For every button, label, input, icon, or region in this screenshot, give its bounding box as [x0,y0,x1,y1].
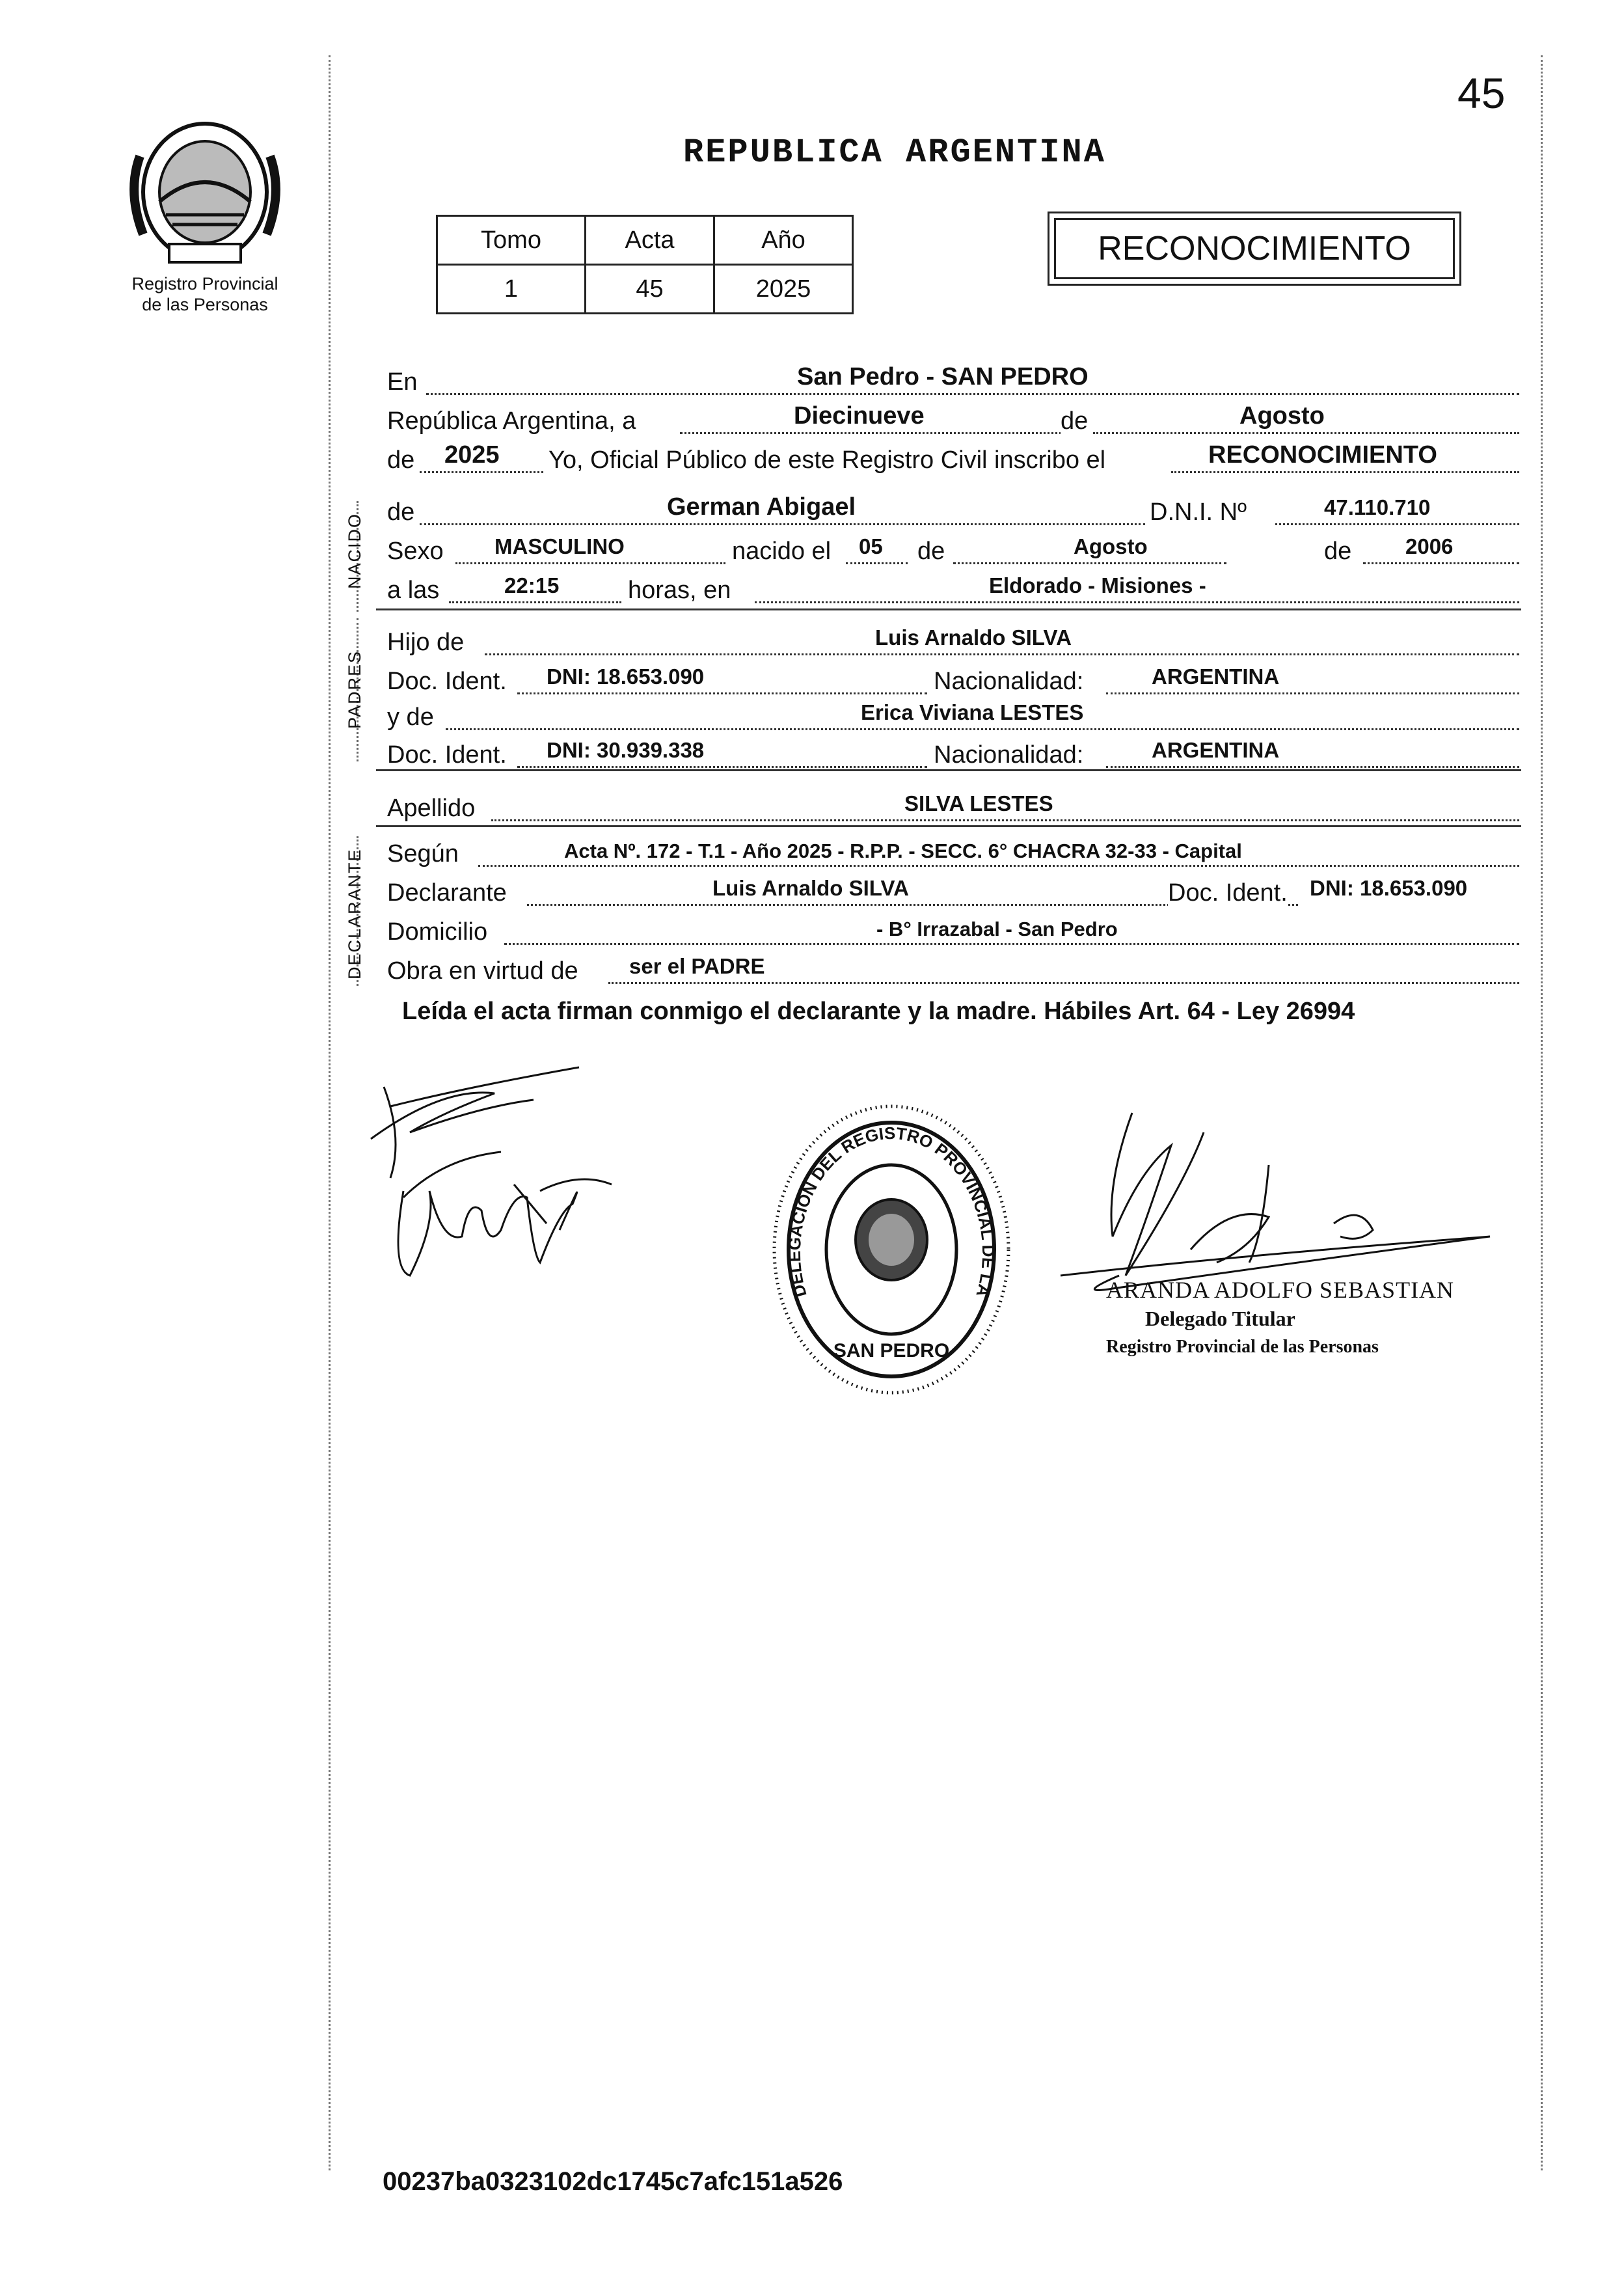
value-obra: ser el PADRE [629,954,765,978]
official-caption [1106,1276,1454,1361]
label-doc-ident: Doc. Ident. [387,668,507,695]
header-tomo: Tomo [437,216,586,265]
label-republic: República Argentina, a [387,407,636,435]
section-rule [376,769,1521,771]
dotted-line [517,766,927,768]
official-stamp [761,1084,1015,1399]
row-apellido [387,787,1519,825]
label-sexo: Sexo [387,538,444,565]
section-rule [376,608,1521,610]
page-number: 45 [1457,69,1506,117]
dotted-line [1171,471,1519,473]
dotted-line [491,819,1519,821]
value-mother: Erica Viviana LESTES [861,700,1084,724]
dotted-line [504,943,1519,945]
value-mother-doc: DNI: 30.939.338 [547,738,705,762]
label-a-las: a las [387,577,440,604]
dotted-line [608,982,1519,984]
value-sexo: MASCULINO [494,534,625,558]
label-horas-en: horas, en [628,577,731,604]
side-label-declarante: DECLARANTE [345,848,364,979]
row-domicilio [387,911,1519,949]
row-place [387,361,1519,399]
value-mother-nationality: ARGENTINA [1152,738,1280,762]
value-birth-day: 05 [859,534,883,558]
act-type-box: RECONOCIMIENTO [1054,218,1455,279]
dotted-line [1093,432,1519,434]
value-birth-time: 22:15 [504,573,560,597]
row-mother [387,696,1519,734]
dotted-line [953,562,1226,564]
label-doc-ident: Doc. Ident. [1168,879,1288,907]
stamp-center-text: SAN PEDRO [833,1340,950,1361]
dotted-line [420,471,543,473]
label-nacionalidad: Nacionalidad: [934,668,1084,695]
row-date [387,400,1519,438]
official-name: ARANDA ADOLFO SEBASTIAN [1106,1277,1455,1303]
dotted-line [1275,523,1519,525]
section-rule [376,825,1521,827]
row-obra [387,950,1519,988]
label-obra: Obra en virtud de [387,957,578,985]
value-name: German Abigael [667,493,856,521]
official-role: Delegado Titular [1145,1307,1295,1330]
label-nacionalidad: Nacionalidad: [934,741,1084,769]
province-seal-logo [120,117,290,267]
reference-table [436,215,854,314]
label-de-month: de [917,538,945,565]
row-nacido-name [387,491,1519,529]
dotted-line [1106,766,1519,768]
label-de-year: de [387,446,415,474]
dotted-line [1106,692,1519,694]
value-year: 2025 [444,441,500,469]
row-father-doc [387,661,1519,698]
label-nacido-el: nacido el [732,538,832,565]
row-year [387,439,1519,477]
value-anio: 2025 [714,265,853,314]
side-label-padres: PADRES [345,649,364,729]
value-declarante: Luis Arnaldo SILVA [712,876,909,900]
value-month: Agosto [1239,402,1325,430]
dotted-line [420,523,1145,525]
registry-label-line2: de las Personas [142,295,268,314]
row-declarante [387,872,1519,910]
dotted-line [446,728,1519,730]
row-mother-doc [387,734,1519,772]
value-acta: 45 [586,265,714,314]
row-nacido-time [387,569,1519,607]
label-de-name: de [387,499,415,526]
dotted-line [455,562,725,564]
label-dni: D.N.I. Nº [1150,499,1247,526]
registry-label [98,273,312,315]
registry-hash: 00237ba0323102dc1745c7afc151a526 [383,2167,843,2196]
value-father-doc: DNI: 18.653.090 [547,664,705,689]
label-de: de [1061,407,1089,435]
row-father [387,622,1519,659]
value-apellido: SILVA LESTES [904,791,1053,815]
value-birth-year: 2006 [1405,534,1454,558]
value-day: Diecinueve [794,402,925,430]
header-acta: Acta [586,216,714,265]
label-en: En [387,368,418,396]
label-domicilio: Domicilio [387,918,488,946]
dotted-line [1363,562,1519,564]
dotted-line [485,653,1519,655]
label-apellido: Apellido [387,795,476,822]
value-segun: Acta Nº. 172 - T.1 - Año 2025 - R.P.P. - SECC. 6° CHACRA 32-33 - Capital [564,840,1242,862]
closing-statement: Leída el acta firman conmigo el declarante y la madre. Hábiles Art. 64 - Ley 26994 [402,998,1355,1025]
value-father-nationality: ARGENTINA [1152,664,1280,689]
left-margin-line [329,55,331,2170]
value-tomo: 1 [437,265,586,314]
value-father: Luis Arnaldo SILVA [875,625,1072,649]
value-declarante-doc: DNI: 18.653.090 [1310,876,1468,900]
dotted-line [846,562,908,564]
stamp-ring-text: DELEGACION DEL REGISTRO PROVINCIAL DE LAS PERSONAS [761,1084,999,1300]
side-label-nacido: NACIDO [345,512,364,589]
right-margin-line [1541,55,1543,2170]
dotted-line [426,393,1519,395]
official-registry: Registro Provincial de las Personas [1106,1337,1379,1357]
label-hijo-de: Hijo de [387,629,465,656]
value-birth-place: Eldorado - Misiones - [989,573,1206,597]
label-doc-ident: Doc. Ident. [387,741,507,769]
dotted-line [517,692,927,694]
row-segun [387,833,1519,871]
value-act: RECONOCIMIENTO [1208,441,1437,469]
dotted-line [478,865,1519,867]
registry-label-line1: Registro Provincial [131,274,278,294]
value-birth-month: Agosto [1074,534,1148,558]
dotted-line [680,432,1070,434]
label-segun: Según [387,840,459,868]
label-de-year: de [1324,538,1352,565]
label-inscribe: Yo, Oficial Público de este Registro Civil inscribo el [548,446,1106,474]
document-title: REPUBLICA ARGENTINA [683,133,1106,172]
value-domicilio: - B° Irrazabal - San Pedro [876,918,1118,940]
handwritten-signature-left [364,1061,703,1308]
dotted-line [449,601,621,603]
label-y-de: y de [387,704,434,731]
value-dni: 47.110.710 [1324,495,1431,519]
value-place: San Pedro - SAN PEDRO [797,363,1089,390]
header-anio: Año [714,216,853,265]
row-nacido-sex [387,530,1519,568]
dotted-line [755,601,1519,603]
label-declarante: Declarante [387,879,507,907]
